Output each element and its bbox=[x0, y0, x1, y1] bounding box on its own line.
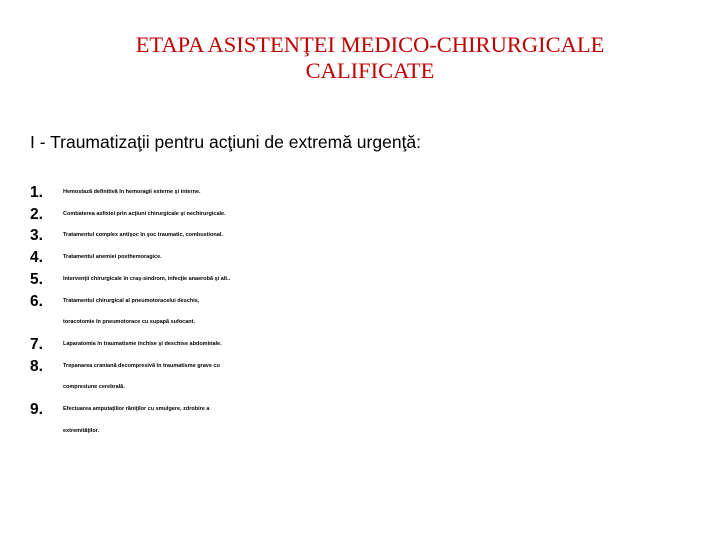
section-heading: I - Traumatizaţii pentru acţiuni de extremă urgenţă: bbox=[30, 132, 422, 152]
item-text: Hemostază definitivă în hemoragii externe şi interne. bbox=[63, 189, 201, 195]
item-number: 7. bbox=[30, 335, 43, 353]
item-text-continuation: extremităţilor. bbox=[63, 427, 100, 434]
list-item bbox=[30, 247, 715, 269]
list-item bbox=[30, 291, 715, 334]
title-line-2: CALIFICATE bbox=[305, 58, 435, 83]
item-number: 8. bbox=[30, 357, 43, 375]
item-number: 5. bbox=[30, 270, 43, 288]
item-text: Tratamentul complex antişoc în şoc traumatic, combustional. bbox=[63, 232, 223, 239]
item-text: Laparatomia în traumatisme închise şi deschise abdominale. bbox=[63, 340, 222, 347]
item-text: Tratamentul chirurgical al pneumotoracelui deschis, bbox=[63, 297, 200, 304]
list-item bbox=[30, 225, 715, 247]
item-text: Efectuarea amputaţiilor răniţilor cu smulgere, zdrobire a bbox=[63, 406, 210, 413]
slide-title bbox=[40, 32, 700, 84]
item-number: 4. bbox=[30, 249, 43, 267]
item-text: Combaterea asfixiei prin acţiuni chirurgicale şi nechirurgicale. bbox=[63, 210, 226, 217]
item-text-continuation: compresiune cerebrală. bbox=[63, 384, 125, 391]
item-number: 9. bbox=[30, 401, 43, 419]
item-text: Tratamentul anemiei posthemoragice. bbox=[63, 254, 162, 261]
list-item bbox=[30, 269, 715, 291]
item-text: Intervenţii chirurgicale în craş-sindrom, infecţie anaerobă şi alt.. bbox=[63, 275, 231, 282]
title-line-1: ETAPA ASISTENŢEI MEDICO-CHIRURGICALE bbox=[135, 32, 605, 57]
item-number: 2. bbox=[30, 205, 43, 223]
item-number: 1. bbox=[30, 184, 43, 201]
list-item bbox=[30, 182, 715, 204]
list-item bbox=[30, 399, 715, 442]
item-text: Trepanarea craniană decompresivă în traumatisme grave cu bbox=[63, 362, 220, 369]
list-item bbox=[30, 356, 715, 399]
measures-list bbox=[30, 182, 715, 442]
list-item bbox=[30, 204, 715, 226]
item-text-continuation: toracotomie în pneumotorace cu supapă sufocant. bbox=[63, 319, 196, 326]
item-number: 6. bbox=[30, 292, 43, 310]
item-number: 3. bbox=[30, 227, 43, 245]
list-item bbox=[30, 334, 715, 356]
